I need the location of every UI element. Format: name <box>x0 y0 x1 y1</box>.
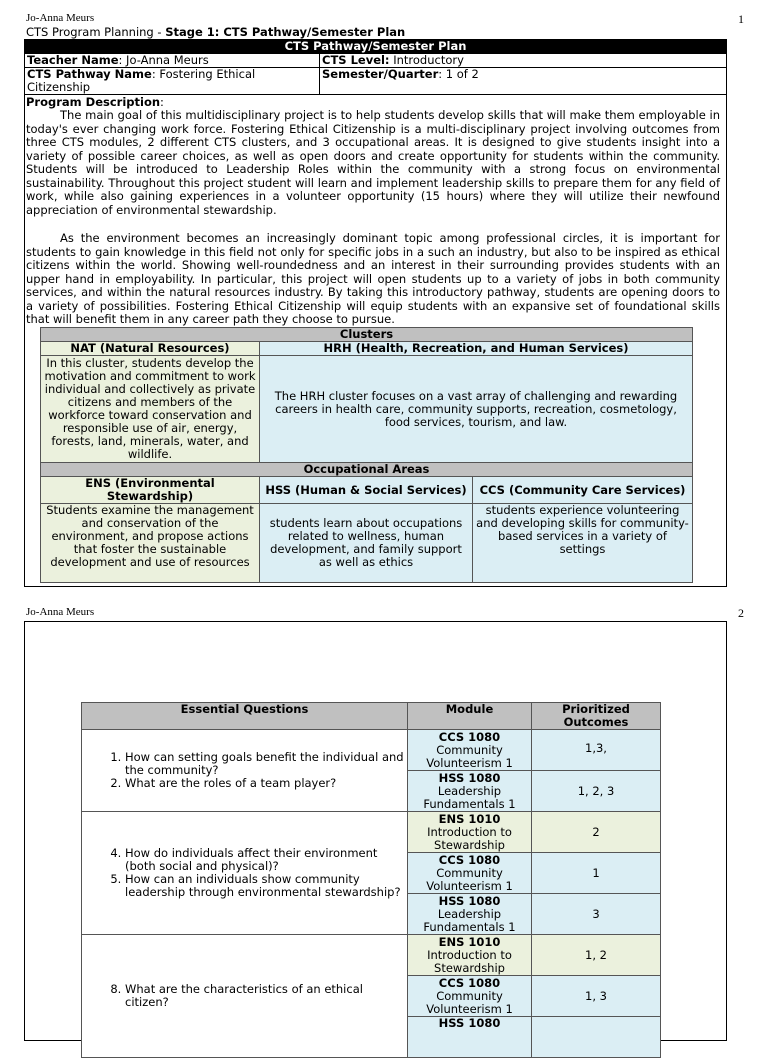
question-2: 2. What are the roles of a team player? <box>125 777 404 790</box>
hrh-cluster-description: The HRH cluster focuses on a vast array of challenging and rewarding careers in health care, community supports, recreation, cosmetology, food services, tourism, and law. <box>260 356 693 463</box>
cts-level-cell <box>320 54 727 68</box>
outcomes-cell: 1, 3 <box>532 976 661 1017</box>
question-list-2 <box>85 847 404 899</box>
semester-label: Semester/Quarter <box>322 67 439 81</box>
teacher-name-label: Teacher Name <box>27 53 119 67</box>
subtitle-prefix: CTS Program Planning - <box>26 25 166 39</box>
program-description-paragraph-2: As the environment becomes an increasingly dominant topic among professional circles, it is important for students to gain knowledge in this field not only for specific jobs in a such an industry, but also to be inspired as ethical citizens within the world. Showing well-roundedness and an interest in their surrounding provides students with an upper hand in employability. In particular, this project will open students up to a variety of jobs in both community services, and within the natural resources industry. By taking this introductory pathway, students are opening doors to a variety of possibilities. Fostering Ethical Citizenship will equip students with an expansive set of foundational skills that will benefit them in any career path they choose to pursue. <box>26 231 720 326</box>
ccs-area-title: CCS (Community Care Services) <box>473 477 693 504</box>
outcomes-cell <box>532 1017 661 1058</box>
question-group-3 <box>82 935 408 1058</box>
document-subtitle <box>26 25 405 39</box>
semester-value: : 1 of 2 <box>438 67 479 81</box>
question-4: 4. How do individuals affect their environment (both social and physical)? <box>125 847 404 873</box>
module-header: Module <box>408 703 532 730</box>
module-name: Community Volunteerism 1 <box>426 742 513 770</box>
module-code: CCS 1080 <box>438 852 501 867</box>
outcomes-cell: 2 <box>532 812 661 853</box>
hss-area-title: HSS (Human & Social Services) <box>260 477 473 504</box>
essential-questions-table <box>81 702 661 1058</box>
module-code: HSS 1080 <box>438 770 501 785</box>
module-code: CCS 1080 <box>438 729 501 744</box>
pathway-name-cell <box>25 68 320 95</box>
module-name: Leadership Fundamentals 1 <box>423 783 516 811</box>
module-code: HSS 1080 <box>438 1016 501 1030</box>
module-cell <box>408 853 532 894</box>
question-group-1 <box>82 730 408 812</box>
plan-info-table <box>24 53 727 95</box>
module-name: Leadership Fundamentals 1 <box>423 906 516 934</box>
module-code: HSS 1080 <box>438 893 501 908</box>
teacher-name-value: : Jo-Anna Meurs <box>118 53 209 67</box>
module-cell <box>408 894 532 935</box>
page2-author-header: Jo-Anna Meurs <box>26 606 95 618</box>
module-cell <box>408 976 532 1017</box>
teacher-name-cell <box>25 54 320 68</box>
module-name: Community Volunteerism 1 <box>426 865 513 893</box>
ccs-area-description: students experience volunteering and developing skills for community-based services in a variety of settings <box>473 504 693 583</box>
essential-questions-header: Essential Questions <box>82 703 408 730</box>
clusters-table <box>40 327 693 583</box>
cts-level-value: Introductory <box>389 53 464 67</box>
question-group-2 <box>82 812 408 935</box>
program-description-heading <box>26 95 164 109</box>
module-code: ENS 1010 <box>438 934 501 949</box>
program-description-colon: : <box>160 95 164 109</box>
plan-title-bar: CTS Pathway/Semester Plan <box>24 39 727 53</box>
outcomes-cell: 1,3, <box>532 730 661 771</box>
program-description-paragraph-1: The main goal of this multidisciplinary project is to help students develop skills that will make them employable in today's ever changing work force. Fostering Ethical Citizenship is a multi-disciplinary project involving outcomes from three CTS modules, 2 different CTS clusters, and 3 occupational areas. It is designed to give students insight into a variety of possible career choices, as well as open doors and create opportunity for students within the community. Students will be introduced to Leadership Roles within the community with a strong focus on environmental sustainability. Throughout this project student will learn and implement leadership skills to prepare them for any field of work, while also gaining experiences in a volunteer opportunity (15 hours) where they will utilize their newfound appreciation of environmental stewardship. <box>26 108 720 217</box>
subtitle-stage: Stage 1: CTS Pathway/Semester Plan <box>165 25 406 39</box>
page1-author-header: Jo-Anna Meurs <box>26 12 95 24</box>
occupational-areas-heading: Occupational Areas <box>41 463 693 477</box>
cts-level-label: CTS Level: <box>322 53 390 67</box>
prioritized-outcomes-header: Prioritized Outcomes <box>532 703 661 730</box>
question-list-1 <box>85 751 404 790</box>
module-cell <box>408 730 532 771</box>
outcomes-cell: 1, 2 <box>532 935 661 976</box>
page2-number: 2 <box>738 606 744 620</box>
module-cell <box>408 935 532 976</box>
question-list-3 <box>85 983 404 1009</box>
module-name: Introduction to Stewardship <box>427 824 512 852</box>
module-cell <box>408 1017 532 1058</box>
clusters-heading: Clusters <box>41 328 693 342</box>
question-1: 1. How can setting goals benefit the individual and the community? <box>125 751 404 777</box>
question-5: 5. How can an individuals show community leadership through environmental stewardship? <box>125 873 404 899</box>
module-cell <box>408 812 532 853</box>
module-name: Community Volunteerism 1 <box>426 988 513 1016</box>
outcomes-cell: 1 <box>532 853 661 894</box>
semester-cell <box>320 68 727 95</box>
outcomes-cell: 1, 2, 3 <box>532 771 661 812</box>
hss-area-description: students learn about occupations related to wellness, human development, and family support as well as ethics <box>260 504 473 583</box>
module-code: CCS 1080 <box>438 975 501 990</box>
question-8: 8. What are the characteristics of an ethical citizen? <box>125 983 404 1009</box>
outcomes-cell: 3 <box>532 894 661 935</box>
module-name: Introduction to Stewardship <box>427 947 512 975</box>
module-code: ENS 1010 <box>438 811 501 826</box>
page1-number: 1 <box>738 12 744 26</box>
nat-cluster-title: NAT (Natural Resources) <box>41 342 260 356</box>
nat-cluster-description: In this cluster, students develop the motivation and commitment to work individual and collectively as private citizens and members of the workforce toward conservation and responsible use of air, energy, forests, land, minerals, water, and wildlife. <box>41 356 260 463</box>
ens-area-description: Students examine the management and conservation of the environment, and propose actions that foster the sustainable development and use of resources <box>41 504 260 583</box>
module-cell <box>408 771 532 812</box>
pathway-name-label: CTS Pathway Name <box>27 67 152 81</box>
ens-area-title: ENS (Environmental Stewardship) <box>41 477 260 504</box>
program-description-label: Program Description <box>26 95 161 109</box>
hrh-cluster-title: HRH (Health, Recreation, and Human Services) <box>260 342 693 356</box>
pathway-name-value: : Fostering Ethical Citizenship <box>27 67 256 94</box>
